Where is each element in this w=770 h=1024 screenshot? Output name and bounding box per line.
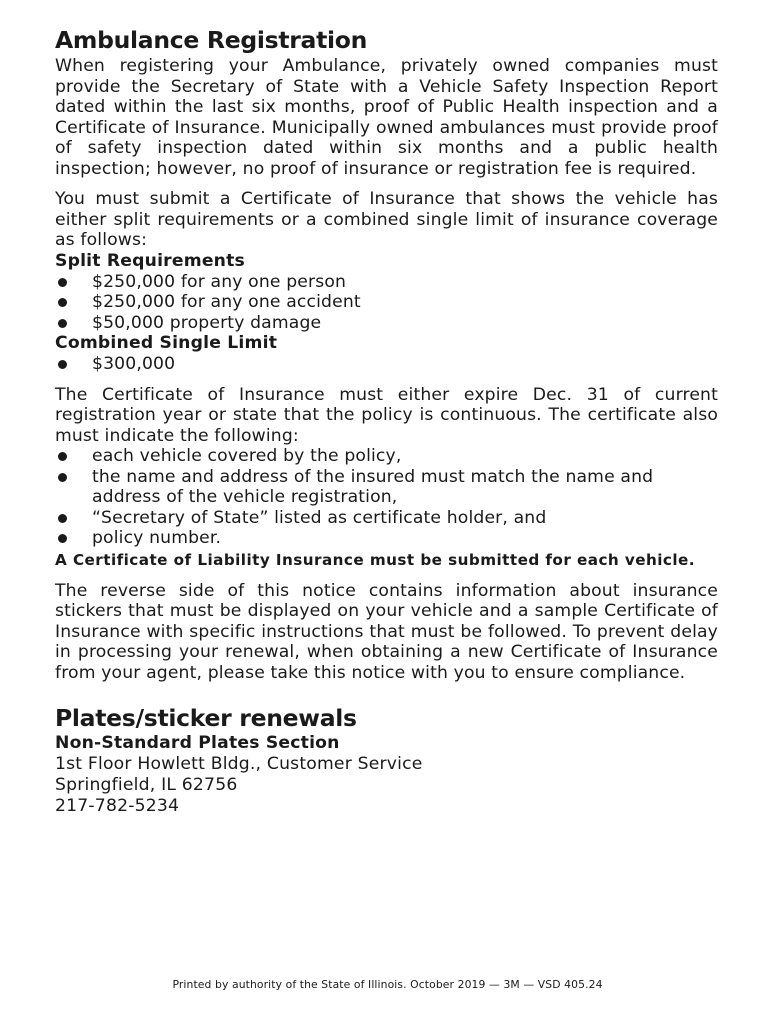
list-item: the name and address of the insured must match the name and address of the vehicle registration, <box>55 467 718 508</box>
address-line-2: Springfield, IL 62756 <box>55 775 238 795</box>
insurance-requirement-paragraph: You must submit a Certificate of Insurance that shows the vehicle has either split requirements or a combined single limit of insurance coverage as follows: <box>55 189 718 250</box>
liability-insurance-note: A Certificate of Liability Insurance must be submitted for each vehicle. <box>55 550 695 569</box>
address-line-1: 1st Floor Howlett Bldg., Customer Service <box>55 754 423 774</box>
list-item: $300,000 <box>55 354 718 375</box>
plates-section-name: Non-Standard Plates Section <box>55 733 340 753</box>
list-item: policy number. <box>55 528 718 549</box>
printed-by-footer: Printed by authority of the State of Illinois. October 2019 — 3M — VSD 405.24 <box>172 978 603 991</box>
split-requirements-heading: Split Requirements <box>55 250 245 271</box>
list-item: $250,000 for any one accident <box>55 292 718 313</box>
combined-limit-list <box>55 354 718 375</box>
plates-sticker-renewals-title: Plates/sticker renewals <box>55 704 357 732</box>
split-requirements-list <box>55 272 718 334</box>
list-item: $250,000 for any one person <box>55 272 718 293</box>
list-item: each vehicle covered by the policy, <box>55 446 718 467</box>
phone-number: 217-782-5234 <box>55 796 180 816</box>
certificate-requirements-list <box>55 446 718 549</box>
certificate-expiry-paragraph: The Certificate of Insurance must either expire Dec. 31 of current registration year or state that the policy is continuous. The certificate also must indicate the following: <box>55 384 718 446</box>
list-item: $50,000 property damage <box>55 313 718 334</box>
reverse-side-paragraph: The reverse side of this notice contains information about insurance stickers that must be displayed on your vehicle and a sample Certificate of Insurance with specific instructions that must be followed. To prevent delay in processing your renewal, when obtaining a new Certificate of Insurance from your agent, please take this notice with you to ensure compliance. <box>55 580 718 683</box>
ambulance-intro-paragraph: When registering your Ambulance, privately owned companies must provide the Secretary of State with a Vehicle Safety Inspection Report dated within the last six months, proof of Public Health inspection and a Certificate of Insurance. Municipally owned ambulances must provide proof of safety inspection dated within six months and a public health inspection; however, no proof of insurance or registration fee is required. <box>55 56 718 179</box>
combined-single-limit-heading: Combined Single Limit <box>55 333 278 353</box>
list-item: “Secretary of State” listed as certificate holder, and <box>55 508 718 529</box>
ambulance-registration-title: Ambulance Registration <box>55 26 368 54</box>
